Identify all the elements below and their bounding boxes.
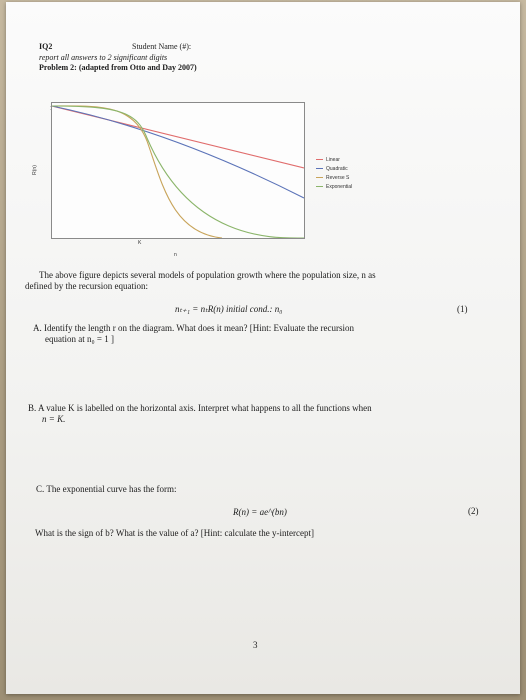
equation-1-number: (1) — [457, 304, 468, 314]
page-number: 3 — [253, 640, 258, 650]
legend-item-quadratic: Quadratic — [316, 166, 348, 172]
question-a-line-1: A. Identify the length r on the diagram. What does it mean? [Hint: Evaluate the recursion — [33, 323, 354, 333]
problem-title: Problem 2: (adapted from Otto and Day 2007) — [39, 63, 197, 72]
intro-line-2: defined by the recursion equation: — [25, 281, 148, 291]
x-tick-k: K — [138, 240, 142, 246]
population-chart — [51, 102, 305, 239]
instructions-text: report all answers to 2 significant digits — [39, 53, 168, 62]
exponential-equation: R(n) = ae^(bn) — [233, 507, 287, 517]
question-a-line-2: equation at n₀ = 1 ] — [45, 334, 114, 344]
y-axis-label: R(n) — [31, 165, 38, 175]
series-reverse-s-line — [52, 106, 222, 238]
question-b-line-2: n = K. — [42, 414, 66, 424]
course-label: IQ2 — [39, 42, 53, 51]
equation-2-number: (2) — [468, 506, 479, 516]
document-page — [6, 2, 520, 694]
series-exponential-line — [52, 106, 304, 238]
intro-line-1: The above figure depicts several models of population growth where the population size, n as — [39, 270, 376, 280]
student-name-label: Student Name (#): — [132, 42, 192, 51]
x-axis-label: n — [174, 252, 177, 258]
legend-item-reverse-s: Reverse S — [316, 175, 349, 181]
series-quadratic-line — [52, 106, 304, 198]
question-b-line-1: B. A value K is labelled on the horizontal axis. Interpret what happens to all the functions when — [28, 403, 372, 413]
question-c-line-1: C. The exponential curve has the form: — [36, 484, 177, 494]
chart-svg — [52, 103, 304, 238]
question-c-line-2: What is the sign of b? What is the value of a? [Hint: calculate the y-intercept] — [35, 528, 314, 538]
legend-item-exponential: Exponential — [316, 184, 352, 190]
legend-item-linear: Linear — [316, 157, 340, 163]
recursion-equation: nₜ₊₁ = nₜR(n) initial cond.: n₀ — [175, 304, 283, 314]
